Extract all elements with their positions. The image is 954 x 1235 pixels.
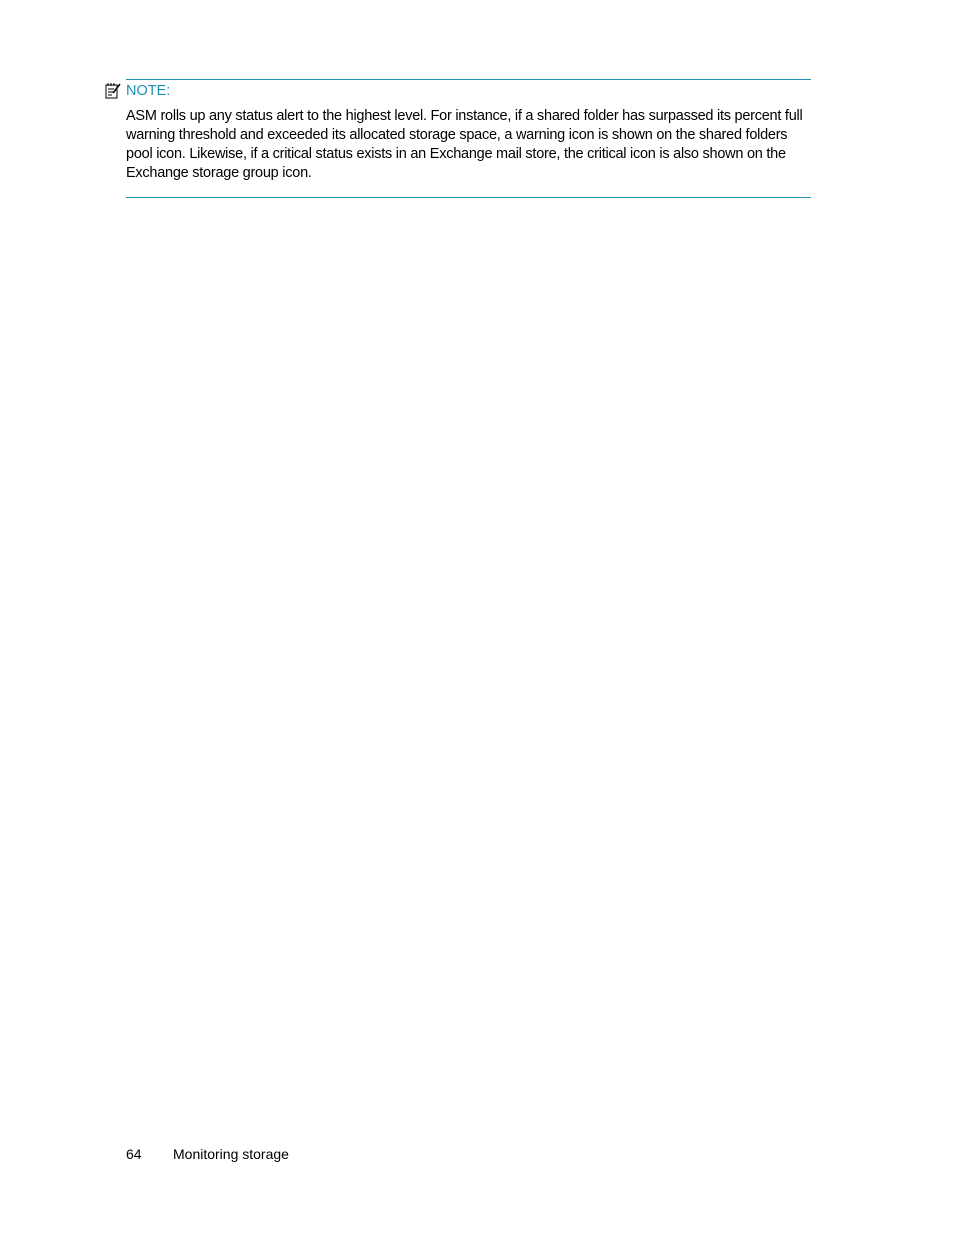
footer-section-title: Monitoring storage <box>173 1146 289 1162</box>
note-bottom-rule <box>126 197 811 198</box>
page-number: 64 <box>126 1146 142 1162</box>
note-header <box>104 82 170 100</box>
note-body-text: ASM rolls up any status alert to the highest level. For instance, if a shared folder has surpassed its percent full warning threshold and exceeded its allocated storage space, a warning icon is shown on the shared folders pool icon. Likewise, if a critical status exists in an Exchange mail store, the critical icon is also shown on the Exchange storage group icon. <box>126 108 803 181</box>
page-footer <box>126 1145 289 1163</box>
note-label: NOTE: <box>126 83 171 99</box>
note-pencil-icon <box>104 82 122 100</box>
note-top-rule <box>126 79 811 80</box>
